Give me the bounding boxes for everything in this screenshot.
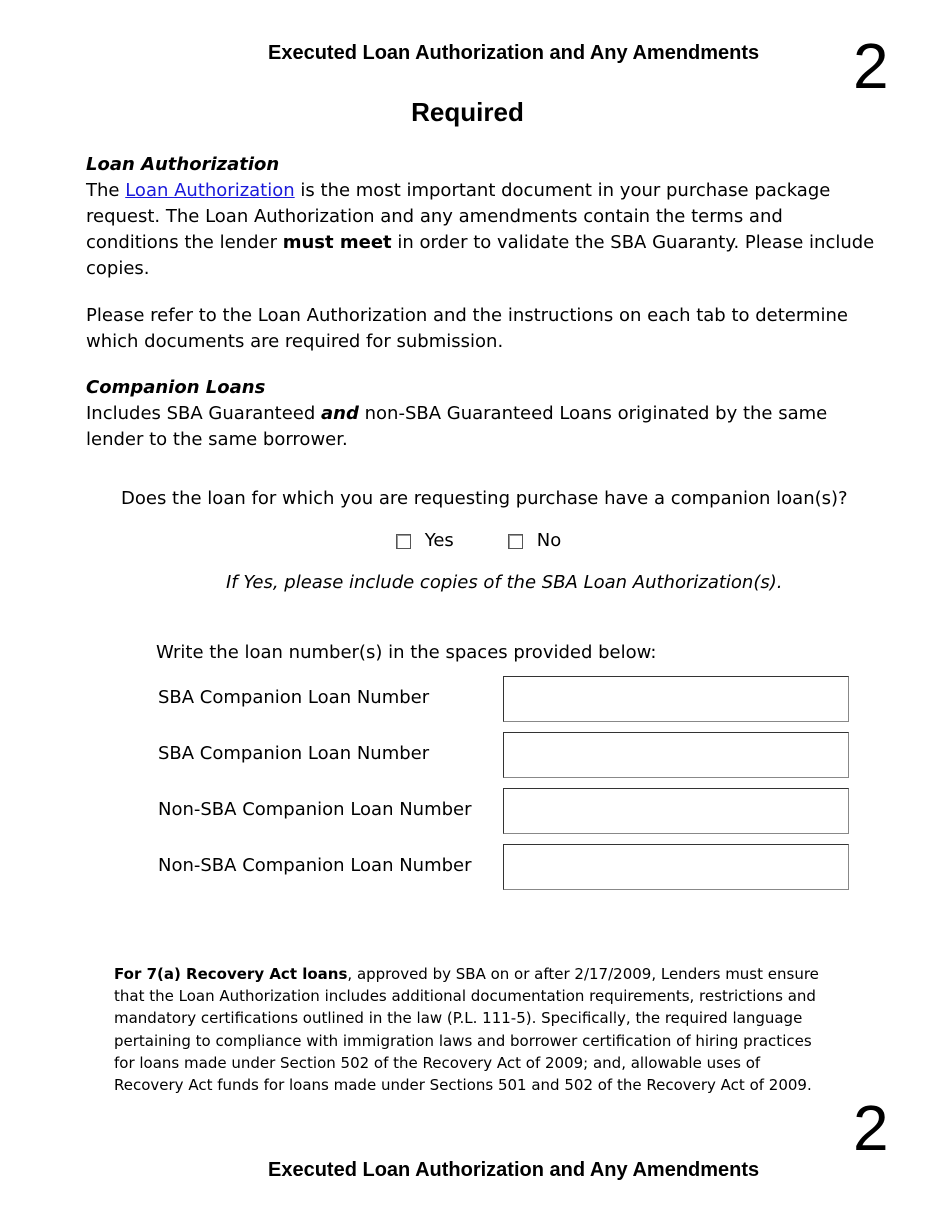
desc-bold: and [321,403,359,424]
header-title: Executed Loan Authorization and Any Amendments [268,42,760,64]
yes-checkbox[interactable] [396,534,411,549]
footer-tab-number: 2 [853,1092,889,1164]
field-label-4: Non-SBA Companion Loan Number [158,855,472,876]
sba-companion-loan-number-input-1[interactable] [503,676,849,722]
tab-number: 2 [853,30,889,102]
recovery-act-text: , approved by SBA on or after 2/17/2009, Lenders must ensure that the Loan Authorization includes additional documentation requirements, restrictions and mandatory certifications outlined in the law (P.L. 111-5). Specifically, the required language pertaining to compliance with immigration laws and borrower certification of hiring practices for loans made under Section 502 of the Recovery Act of 2009; and, allowable uses of Recovery Act funds for loans made under Sections 501 and 502 of the Recovery Act of 2009. [114,965,819,1095]
field-label-2: SBA Companion Loan Number [158,743,430,764]
loan-authorization-link[interactable]: Loan Authorization [125,180,295,201]
companion-question: Does the loan for which you are requesting purchase have a companion loan(s)? [121,488,848,509]
companion-loans-heading: Companion Loans [86,377,266,398]
loan-number-instruction: Write the loan number(s) in the spaces provided below: [156,642,657,663]
recovery-act-bold: For 7(a) Recovery Act loans [114,965,348,983]
non-sba-companion-loan-number-input-1[interactable] [503,788,849,834]
field-label-1: SBA Companion Loan Number [158,687,430,708]
refer-paragraph: Please refer to the Loan Authorization and the instructions on each tab to determine which documents are required for submission. [86,305,848,352]
p1-prefix: The [86,180,120,201]
sba-companion-loan-number-input-2[interactable] [503,732,849,778]
yes-option[interactable] [396,530,454,551]
no-checkbox[interactable] [508,534,523,549]
desc-suffix: non-SBA Guaranteed Loans originated by the same lender to the same borrower. [86,403,828,450]
p1-suffix: in order to validate the SBA Guaranty. Please include copies. [86,232,875,279]
non-sba-companion-loan-number-input-2[interactable] [503,844,849,890]
yes-note: If Yes, please include copies of the SBA Loan Authorization(s). [226,572,783,593]
field-label-3: Non-SBA Companion Loan Number [158,799,472,820]
no-label: No [536,530,562,551]
recovery-act-note [114,963,824,1096]
loan-authorization-heading: Loan Authorization [86,154,280,175]
no-option[interactable] [508,530,561,551]
yes-label: Yes [424,530,454,551]
footer-title: Executed Loan Authorization and Any Amendments [268,1159,760,1181]
loan-authorization-paragraph [86,178,876,282]
p1-middle: is the most important document in your purchase package request. The Loan Authorization and any amendments contain the terms and conditions the lender [86,180,831,253]
p1-bold: must meet [282,232,392,253]
companion-loans-description [86,401,856,453]
desc-prefix: Includes SBA Guaranteed [86,403,316,424]
required-label: Required [411,97,524,127]
